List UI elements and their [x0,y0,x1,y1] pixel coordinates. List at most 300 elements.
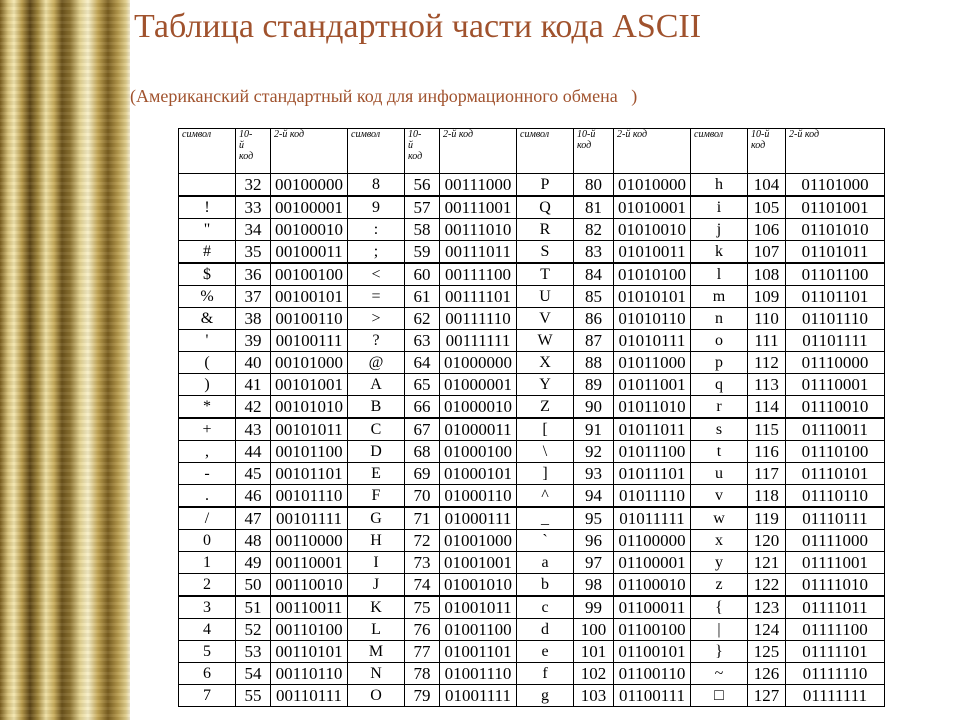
decimal-code-cell: 102 [574,663,614,685]
symbol-cell: ' [179,330,236,352]
decimal-code-cell: 82 [574,219,614,241]
decimal-code-cell: 50 [236,574,271,597]
symbol-cell: R [517,219,574,241]
decimal-code-cell: 57 [405,196,440,219]
decimal-code-cell: 108 [748,263,786,286]
decimal-code-cell: 75 [405,596,440,619]
symbol-cell: # [179,241,236,264]
symbol-cell: d [517,619,574,641]
column-header: 10-й код [748,129,786,174]
symbol-cell: , [179,441,236,463]
binary-code-cell: 00110100 [271,619,348,641]
binary-code-cell: 00111101 [440,286,517,308]
binary-code-cell: 01000010 [440,396,517,419]
binary-code-cell: 01111101 [786,641,885,663]
symbol-cell: C [348,418,405,441]
symbol-cell: N [348,663,405,685]
decimal-code-cell: 76 [405,619,440,641]
decimal-code-cell: 81 [574,196,614,219]
decimal-code-cell: 59 [405,241,440,264]
decimal-code-cell: 126 [748,663,786,685]
binary-code-cell: 01011100 [614,441,691,463]
symbol-cell: X [517,352,574,374]
column-header: 10- й код [405,129,440,174]
table-row [179,685,885,707]
symbol-cell: & [179,308,236,330]
binary-code-cell: 00111010 [440,219,517,241]
symbol-cell: @ [348,352,405,374]
symbol-cell: { [691,596,748,619]
decimal-code-cell: 47 [236,507,271,530]
binary-code-cell: 01101110 [786,308,885,330]
symbol-cell: b [517,574,574,597]
binary-code-cell: 01011011 [614,418,691,441]
binary-code-cell: 01001010 [440,574,517,597]
symbol-cell: H [348,530,405,552]
symbol-cell: t [691,441,748,463]
symbol-cell: + [179,418,236,441]
binary-code-cell: 01110111 [786,507,885,530]
symbol-cell: P [517,174,574,197]
symbol-cell: f [517,663,574,685]
table-header-row [179,129,885,174]
binary-code-cell: 01111111 [786,685,885,707]
table-row [179,241,885,264]
decimal-code-cell: 62 [405,308,440,330]
decimal-code-cell: 124 [748,619,786,641]
symbol-cell: ! [179,196,236,219]
symbol-cell: A [348,374,405,396]
decimal-code-cell: 78 [405,663,440,685]
symbol-cell: e [517,641,574,663]
decimal-code-cell: 125 [748,641,786,663]
symbol-cell: ^ [517,485,574,508]
symbol-cell: . [179,485,236,508]
binary-code-cell: 01001110 [440,663,517,685]
ascii-table-container [178,128,884,707]
symbol-cell: M [348,641,405,663]
binary-code-cell: 01000110 [440,485,517,508]
symbol-cell: ( [179,352,236,374]
symbol-cell: J [348,574,405,597]
symbol-cell: o [691,330,748,352]
binary-code-cell: 01001001 [440,552,517,574]
decimal-code-cell: 98 [574,574,614,597]
binary-code-cell: 01001100 [440,619,517,641]
decimal-code-cell: 56 [405,174,440,197]
binary-code-cell: 01011111 [614,507,691,530]
binary-code-cell: 01010101 [614,286,691,308]
decimal-code-cell: 48 [236,530,271,552]
symbol-cell: : [348,219,405,241]
decimal-code-cell: 35 [236,241,271,264]
binary-code-cell: 01011001 [614,374,691,396]
binary-code-cell: 01100010 [614,574,691,597]
table-row [179,374,885,396]
binary-code-cell: 00110101 [271,641,348,663]
decimal-code-cell: 36 [236,263,271,286]
decimal-code-cell: 87 [574,330,614,352]
symbol-cell: w [691,507,748,530]
binary-code-cell: 00100000 [271,174,348,197]
binary-code-cell: 01001101 [440,641,517,663]
binary-code-cell: 00101100 [271,441,348,463]
binary-code-cell: 00110111 [271,685,348,707]
symbol-cell: 8 [348,174,405,197]
binary-code-cell: 01111000 [786,530,885,552]
binary-code-cell: 00111111 [440,330,517,352]
binary-code-cell: 00111000 [440,174,517,197]
symbol-cell: l [691,263,748,286]
table-row [179,196,885,219]
symbol-cell: 7 [179,685,236,707]
binary-code-cell: 00110110 [271,663,348,685]
binary-code-cell: 01001111 [440,685,517,707]
binary-code-cell: 01101100 [786,263,885,286]
binary-code-cell: 01010010 [614,219,691,241]
page-title: Таблица стандартной части кода ASCII [134,8,702,45]
binary-code-cell: 01000001 [440,374,517,396]
decimal-code-cell: 52 [236,619,271,641]
symbol-cell: [ [517,418,574,441]
table-row [179,396,885,419]
decimal-code-cell: 53 [236,641,271,663]
decimal-code-cell: 109 [748,286,786,308]
binary-code-cell: 00101111 [271,507,348,530]
binary-code-cell: 00101110 [271,485,348,508]
binary-code-cell: 01110101 [786,463,885,485]
decimal-code-cell: 83 [574,241,614,264]
symbol-cell: O [348,685,405,707]
column-header: символ [517,129,574,174]
binary-code-cell: 01010100 [614,263,691,286]
symbol-cell: D [348,441,405,463]
column-header: 2-й код [614,129,691,174]
binary-code-cell: 00100010 [271,219,348,241]
symbol-cell: Q [517,196,574,219]
decimal-code-cell: 118 [748,485,786,508]
binary-code-cell: 00101011 [271,418,348,441]
binary-code-cell: 01000100 [440,441,517,463]
binary-code-cell: 00100111 [271,330,348,352]
table-row [179,330,885,352]
binary-code-cell: 01100101 [614,641,691,663]
decimal-code-cell: 122 [748,574,786,597]
decimal-code-cell: 67 [405,418,440,441]
decimal-code-cell: 58 [405,219,440,241]
symbol-cell: Z [517,396,574,419]
symbol-cell: a [517,552,574,574]
decimal-code-cell: 80 [574,174,614,197]
symbol-cell: S [517,241,574,264]
decimal-code-cell: 90 [574,396,614,419]
decimal-code-cell: 127 [748,685,786,707]
symbol-cell: s [691,418,748,441]
column-header: 2-й код [440,129,517,174]
symbol-cell: 4 [179,619,236,641]
symbol-cell: r [691,396,748,419]
decimal-code-cell: 55 [236,685,271,707]
decimal-code-cell: 115 [748,418,786,441]
binary-code-cell: 00110011 [271,596,348,619]
decimal-code-cell: 46 [236,485,271,508]
symbol-cell: h [691,174,748,197]
decimal-code-cell: 54 [236,663,271,685]
column-header: 10-й код [574,129,614,174]
symbol-cell: * [179,396,236,419]
symbol-cell: L [348,619,405,641]
decorative-gold-band [0,0,130,720]
decimal-code-cell: 32 [236,174,271,197]
table-row [179,663,885,685]
decimal-code-cell: 79 [405,685,440,707]
binary-code-cell: 01100100 [614,619,691,641]
binary-code-cell: 00111001 [440,196,517,219]
decimal-code-cell: 69 [405,463,440,485]
binary-code-cell: 00101010 [271,396,348,419]
binary-code-cell: 01111110 [786,663,885,685]
decimal-code-cell: 101 [574,641,614,663]
column-header: символ [348,129,405,174]
symbol-cell: ` [517,530,574,552]
binary-code-cell: 01011101 [614,463,691,485]
decimal-code-cell: 84 [574,263,614,286]
symbol-cell: _ [517,507,574,530]
column-header: символ [691,129,748,174]
symbol-cell: j [691,219,748,241]
decimal-code-cell: 123 [748,596,786,619]
decimal-code-cell: 99 [574,596,614,619]
binary-code-cell: 00111100 [440,263,517,286]
symbol-cell: K [348,596,405,619]
decimal-code-cell: 70 [405,485,440,508]
binary-code-cell: 00111011 [440,241,517,264]
binary-code-cell: 00100001 [271,196,348,219]
decimal-code-cell: 106 [748,219,786,241]
symbol-cell: i [691,196,748,219]
decimal-code-cell: 66 [405,396,440,419]
decimal-code-cell: 104 [748,174,786,197]
binary-code-cell: 01111001 [786,552,885,574]
symbol-cell: / [179,507,236,530]
decimal-code-cell: 85 [574,286,614,308]
table-row [179,174,885,197]
decimal-code-cell: 119 [748,507,786,530]
symbol-cell: u [691,463,748,485]
decimal-code-cell: 72 [405,530,440,552]
binary-code-cell: 01101101 [786,286,885,308]
binary-code-cell: 01110001 [786,374,885,396]
symbol-cell: m [691,286,748,308]
binary-code-cell: 01000101 [440,463,517,485]
decimal-code-cell: 74 [405,574,440,597]
binary-code-cell: 01001011 [440,596,517,619]
symbol-cell: B [348,396,405,419]
table-row [179,441,885,463]
symbol-cell: - [179,463,236,485]
symbol-cell: 0 [179,530,236,552]
decimal-code-cell: 107 [748,241,786,264]
symbol-cell: y [691,552,748,574]
decimal-code-cell: 43 [236,418,271,441]
column-header: символ [179,129,236,174]
binary-code-cell: 00101101 [271,463,348,485]
page-subtitle: (Американский стандартный код для информационного обмена ) [130,86,638,106]
binary-code-cell: 01100111 [614,685,691,707]
symbol-cell: g [517,685,574,707]
binary-code-cell: 00100011 [271,241,348,264]
decimal-code-cell: 91 [574,418,614,441]
table-row [179,263,885,286]
symbol-cell: V [517,308,574,330]
decimal-code-cell: 34 [236,219,271,241]
table-row [179,530,885,552]
binary-code-cell: 01111011 [786,596,885,619]
table-row [179,574,885,597]
symbol-cell: T [517,263,574,286]
binary-code-cell: 01100001 [614,552,691,574]
binary-code-cell: 00101001 [271,374,348,396]
binary-code-cell: 00110000 [271,530,348,552]
decimal-code-cell: 45 [236,463,271,485]
decimal-code-cell: 33 [236,196,271,219]
decimal-code-cell: 42 [236,396,271,419]
binary-code-cell: 01101000 [786,174,885,197]
symbol-cell: 2 [179,574,236,597]
decimal-code-cell: 114 [748,396,786,419]
binary-code-cell: 00101000 [271,352,348,374]
binary-code-cell: 01100110 [614,663,691,685]
symbol-cell: q [691,374,748,396]
decimal-code-cell: 71 [405,507,440,530]
binary-code-cell: 01110011 [786,418,885,441]
binary-code-cell: 01010111 [614,330,691,352]
symbol-cell: E [348,463,405,485]
ascii-table [178,128,885,707]
decimal-code-cell: 61 [405,286,440,308]
decimal-code-cell: 41 [236,374,271,396]
binary-code-cell: 01101001 [786,196,885,219]
symbol-cell: v [691,485,748,508]
decimal-code-cell: 117 [748,463,786,485]
binary-code-cell: 01011010 [614,396,691,419]
decimal-code-cell: 65 [405,374,440,396]
binary-code-cell: 00100101 [271,286,348,308]
table-row [179,219,885,241]
symbol-cell: z [691,574,748,597]
binary-code-cell: 01010110 [614,308,691,330]
symbol-cell: U [517,286,574,308]
binary-code-cell: 01110000 [786,352,885,374]
table-row [179,352,885,374]
symbol-cell: W [517,330,574,352]
decimal-code-cell: 110 [748,308,786,330]
symbol-cell: Y [517,374,574,396]
binary-code-cell: 01000111 [440,507,517,530]
binary-code-cell: 01101010 [786,219,885,241]
column-header: 2-й код [271,129,348,174]
symbol-cell: x [691,530,748,552]
decimal-code-cell: 39 [236,330,271,352]
binary-code-cell: 00111110 [440,308,517,330]
binary-code-cell: 01000000 [440,352,517,374]
symbol-cell: k [691,241,748,264]
symbol-cell: | [691,619,748,641]
symbol-cell: F [348,485,405,508]
symbol-cell: ? [348,330,405,352]
table-row [179,463,885,485]
decimal-code-cell: 95 [574,507,614,530]
symbol-cell: 6 [179,663,236,685]
decimal-code-cell: 40 [236,352,271,374]
symbol-cell: \ [517,441,574,463]
binary-code-cell: 01001000 [440,530,517,552]
binary-code-cell: 00110010 [271,574,348,597]
symbol-cell: < [348,263,405,286]
decimal-code-cell: 100 [574,619,614,641]
symbol-cell: } [691,641,748,663]
binary-code-cell: 01010000 [614,174,691,197]
binary-code-cell: 01100011 [614,596,691,619]
decimal-code-cell: 49 [236,552,271,574]
decimal-code-cell: 92 [574,441,614,463]
binary-code-cell: 00100110 [271,308,348,330]
decimal-code-cell: 113 [748,374,786,396]
decimal-code-cell: 88 [574,352,614,374]
column-header: 10- й код [236,129,271,174]
decimal-code-cell: 63 [405,330,440,352]
binary-code-cell: 00110001 [271,552,348,574]
decimal-code-cell: 121 [748,552,786,574]
symbol-cell: n [691,308,748,330]
decimal-code-cell: 73 [405,552,440,574]
symbol-cell: % [179,286,236,308]
column-header: 2-й код [786,129,885,174]
symbol-cell: 5 [179,641,236,663]
decimal-code-cell: 37 [236,286,271,308]
decimal-code-cell: 77 [405,641,440,663]
decimal-code-cell: 120 [748,530,786,552]
symbol-cell: ~ [691,663,748,685]
decimal-code-cell: 103 [574,685,614,707]
table-row [179,418,885,441]
binary-code-cell: 01110010 [786,396,885,419]
binary-code-cell: 01011110 [614,485,691,508]
symbol-cell: " [179,219,236,241]
binary-code-cell: 01000011 [440,418,517,441]
binary-code-cell: 00100100 [271,263,348,286]
table-row [179,641,885,663]
symbol-cell: = [348,286,405,308]
symbol-cell: ; [348,241,405,264]
symbol-cell [179,174,236,197]
binary-code-cell: 01110100 [786,441,885,463]
decimal-code-cell: 51 [236,596,271,619]
decimal-code-cell: 68 [405,441,440,463]
table-row [179,552,885,574]
symbol-cell: 1 [179,552,236,574]
table-row [179,485,885,508]
symbol-cell: 9 [348,196,405,219]
decimal-code-cell: 64 [405,352,440,374]
table-row [179,619,885,641]
decimal-code-cell: 86 [574,308,614,330]
table-row [179,596,885,619]
decimal-code-cell: 112 [748,352,786,374]
symbol-cell: ] [517,463,574,485]
decimal-code-cell: 60 [405,263,440,286]
binary-code-cell: 01100000 [614,530,691,552]
